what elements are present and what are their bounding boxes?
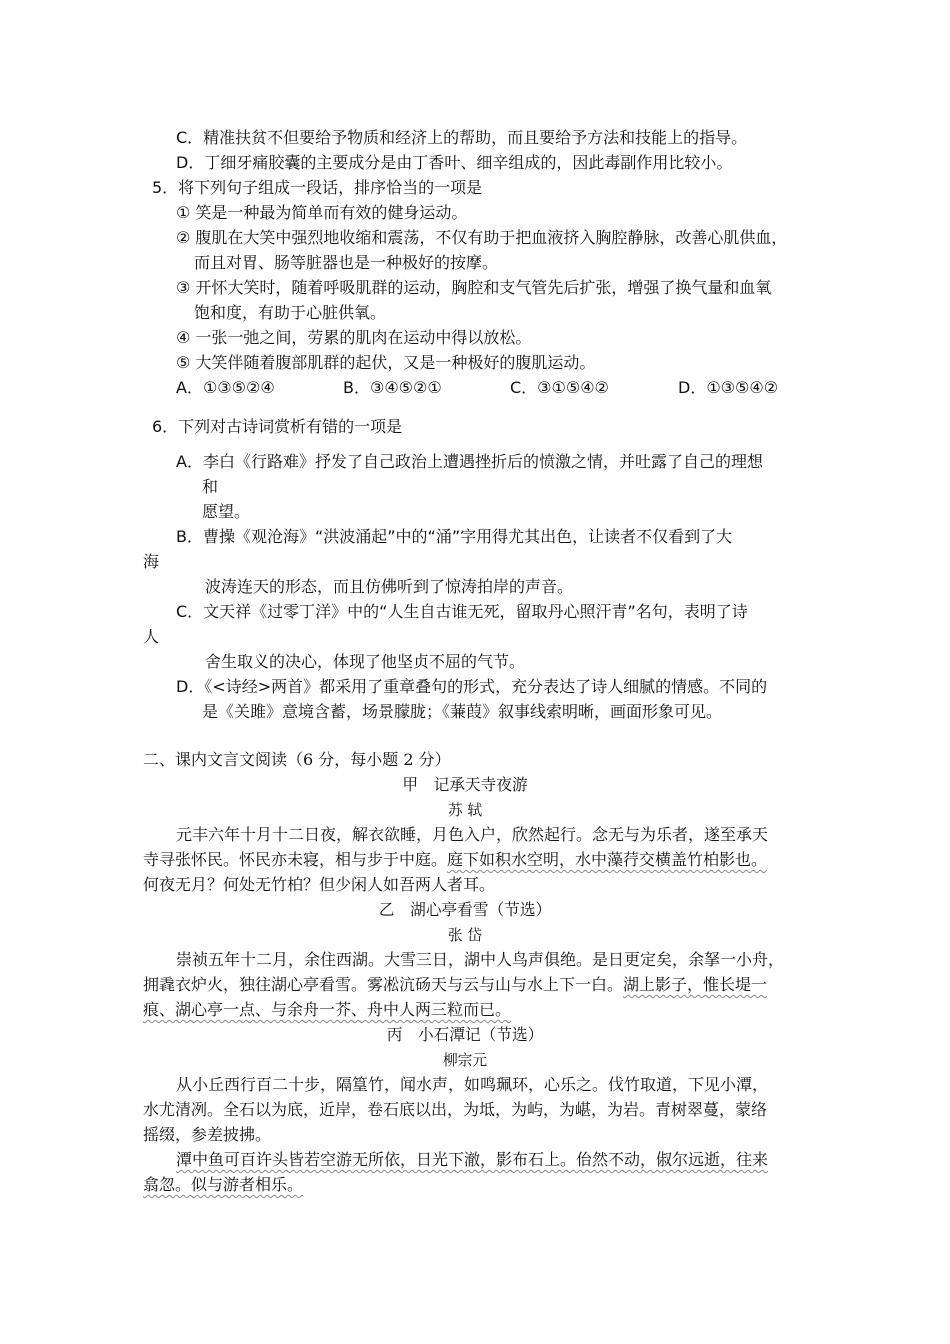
passage-b-line-1: 崇祯五年十二月，余住西湖。大雪三日，湖中人鸟声俱绝。是日更定矣，余拏一小舟， bbox=[176, 950, 785, 969]
q6-option-a-line-1: A．李白《行路难》抒发了自己政治上遭遇挫折后的愤激之情，并吐露了自己的理想 bbox=[176, 452, 763, 471]
q6-option-b-line-2: 海 bbox=[143, 552, 160, 571]
passage-b-author: 张 岱 bbox=[447, 926, 483, 944]
q6-option-c-line-2: 人 bbox=[143, 627, 160, 646]
passage-c-line-2: 水尤清冽。全石以为底，近岸，卷石底以出，为坻，为屿，为嵁，为岩。青树翠蔓，蒙络 bbox=[143, 1100, 768, 1119]
sentence-1: ① 笑是一种最为简单而有效的健身运动。 bbox=[176, 203, 468, 222]
sentence-3-line-2: 饱和度，有助于心脏供氧。 bbox=[194, 303, 387, 322]
question-6-stem: 6．下列对古诗词赏析有错的一项是 bbox=[152, 417, 403, 436]
passage-c-line-1: 从小丘西行百二十步，隔篁竹，闻水声，如鸣珮环，心乐之。伐竹取道，下见小潭， bbox=[176, 1075, 769, 1094]
sentence-2-line-1: ② 腹肌在大笑中强烈地收缩和震荡，不仅有助于把血液挤入胸腔静脉，改善心肌供血， bbox=[176, 228, 788, 247]
underlined-sentence: 湖上影子，惟长堤一 bbox=[623, 975, 768, 994]
q5-option-c: C．③①⑤④② bbox=[510, 378, 609, 397]
passage-a-title: 甲 记承天寺夜游 bbox=[402, 775, 528, 794]
q6-option-c-line-3: 舍生取义的决心，体现了他坚贞不屈的气节。 bbox=[205, 652, 526, 671]
question-5-stem: 5．将下列句子组成一段话，排序恰当的一项是 bbox=[152, 178, 483, 197]
underlined-sentence: 庭下如积水空明，水中藻荇交横盖竹柏影也。 bbox=[447, 850, 768, 869]
q6-option-b-line-1: B．曹操《观沧海》“洪波涌起”中的“涌”字用得尤其出色，让读者不仅看到了大 bbox=[176, 527, 733, 546]
passage-b-line-2: 拥毳衣炉火，独往湖心亭看雪。雾凇沆砀天与云与山与水上下一白。湖上影子，惟长堤一 bbox=[143, 975, 768, 994]
q5-option-b: B．③④⑤②① bbox=[343, 378, 442, 397]
underlined-sentence: 翕忽。似与游者相乐。 bbox=[143, 1175, 304, 1194]
passage-b-title: 乙 湖心亭看雪（节选） bbox=[378, 900, 552, 919]
q5-option-d: D．①③⑤④② bbox=[678, 378, 779, 397]
passage-c-line-3: 摇缀，参差披拂。 bbox=[143, 1125, 272, 1144]
q6-option-b-line-3: 波涛连天的形态，而且仿佛听到了惊涛拍岸的声音。 bbox=[205, 577, 574, 596]
passage-a-line-1: 元丰六年十月十二日夜，解衣欲睡，月色入户，欣然起行。念无与为乐者，遂至承天 bbox=[176, 825, 769, 844]
underlined-sentence: 痕、湖心亭一点、与余舟一芥、舟中人两三粒而已。 bbox=[143, 1000, 512, 1019]
sentence-2-line-2: 而且对胃、肠等脏器也是一种极好的按摩。 bbox=[194, 253, 499, 272]
passage-b-line-3 bbox=[143, 999, 511, 1021]
q6-option-a-line-3: 愿望。 bbox=[202, 502, 251, 521]
q6-option-d-line-1: D．《<诗经>两首》都采用了重章叠句的形式，充分表达了诗人细腻的情感。不同的 bbox=[176, 677, 768, 696]
q4-option-c: C．精准扶贫不但要给予物质和经济上的帮助，而且要给予方法和技能上的指导。 bbox=[176, 128, 748, 147]
sentence-4: ④ 一张一弛之间，劳累的肌肉在运动中得以放松。 bbox=[176, 328, 532, 347]
sentence-3-line-1: ③ 开怀大笑时，随着呼吸肌群的运动，胸腔和支气管先后扩张，增强了换气量和血氧 bbox=[176, 278, 772, 297]
section-2-heading: 二、课内文言文阅读（6 分，每小题 2 分） bbox=[143, 750, 451, 769]
q6-option-d-line-2: 是《关雎》意境含蓄，场景朦胧；《蒹葭》叙事线索明晰，画面形象可见。 bbox=[202, 702, 723, 721]
passage-c-title: 丙 小石潭记（节选） bbox=[386, 1025, 544, 1044]
passage-a-line-2: 寺寻张怀民。怀民亦未寝，相与步于中庭。庭下如积水空明，水中藻荇交横盖竹柏影也。 bbox=[143, 850, 768, 869]
passage-a-author: 苏 轼 bbox=[447, 801, 483, 819]
passage-c-line-5 bbox=[143, 1174, 303, 1196]
q5-option-a: A．①③⑤②④ bbox=[176, 378, 275, 397]
sentence-5: ⑤ 大笑伴随着腹部肌群的起伏，又是一种极好的腹肌运动。 bbox=[176, 353, 596, 372]
passage-c-line-4 bbox=[176, 1149, 768, 1171]
q4-option-d: D．丁细牙痛胶囊的主要成分是由丁香叶、细辛组成的，因此毒副作用比较小。 bbox=[176, 153, 733, 172]
underlined-sentence: 潭中鱼可百许头皆若空游无所依，日光下澈，影布石上。佁然不动，俶尔远逝，往来 bbox=[176, 1150, 769, 1169]
passage-a-line-3: 何夜无月？何处无竹柏？但少闲人如吾两人者耳。 bbox=[143, 875, 496, 894]
passage-c-author: 柳宗元 bbox=[442, 1051, 488, 1069]
q6-option-c-line-1: C．文天祥《过零丁洋》中的“人生自古谁无死，留取丹心照汗青”名句，表明了诗 bbox=[176, 602, 748, 621]
q6-option-a-line-2: 和 bbox=[202, 477, 219, 496]
